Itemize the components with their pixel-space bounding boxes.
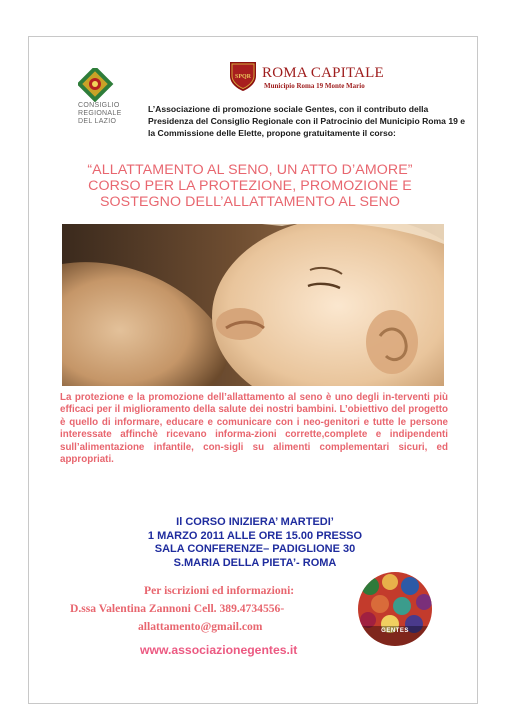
course-details <box>100 516 410 570</box>
roma-capitale-logo <box>228 60 384 90</box>
website-link[interactable]: www.associazionegentes.it <box>140 643 298 657</box>
roma-shield-icon <box>228 60 258 92</box>
roma-capitale-name: ROMA CAPITALE <box>262 65 384 81</box>
gentes-badge-image <box>358 572 432 646</box>
roma-capitale-sub: Municipio Roma 19 Monte Mario <box>264 82 365 90</box>
contact-block <box>70 582 370 636</box>
breastfeeding-photo <box>62 224 444 386</box>
consiglio-logo-text: CONSIGLIO REGIONALE DEL LAZIO <box>78 102 122 125</box>
course-line-4: S.MARIA DELLA PIETA’- ROMA <box>173 556 337 569</box>
roma-shield-text: SPQR <box>234 74 252 80</box>
course-line-3: SALA CONFERENZE– PADIGLIONE 30 <box>154 543 356 556</box>
title-line-3: SOSTEGNO DELL’ALLATTAMENTO AL SENO <box>99 194 401 210</box>
title-line-2: CORSO PER LA PROTEZIONE, PROMOZIONE E <box>88 178 412 194</box>
consiglio-regionale-logo <box>64 68 128 130</box>
course-line-1: Il CORSO INIZIERA’ MARTEDI’ <box>176 516 334 528</box>
course-line-2: 1 MARZO 2011 ALLE ORE 15.00 PRESSO <box>147 529 363 542</box>
gentes-badge-label: GENTES <box>381 628 409 634</box>
intro-paragraph: L’Associazione di promozione sociale Gentes, con il contributo della Presidenza del Consiglio Regionale con il Patrocinio del Municipio Roma 19 e la Commissione delle Elette, propone gratuitamente il corso: <box>148 104 466 138</box>
title-line-1: “ALLATTAMENTO AL SENO, UN ATTO D’AMORE” <box>87 162 413 178</box>
description-paragraph: La protezione e la promozione dell’allattamento al seno è uno degli in-terventi più efficaci per il miglioramento della salute dei nostri bambini. L’obiettivo del progetto è quello di informare, educare e comunicare con i neo-genitori e tutte le persone interessate affinchè ricevano informa-zioni corrette,complete e indipendenti sull’alimentazione infantile, con-sigli su alimenti complementari sicuri, ed appropriati. <box>60 392 448 466</box>
contact-heading: Per iscrizioni ed informazioni: <box>144 584 295 597</box>
contact-name-phone: D.ssa Valentina Zannoni Cell. 389.4734556- <box>70 602 285 615</box>
course-title <box>60 162 440 210</box>
gentes-badge <box>358 572 432 646</box>
breastfeeding-photo-image <box>62 224 444 386</box>
consiglio-emblem-icon <box>78 68 114 102</box>
contact-email[interactable]: allattamento@gmail.com <box>138 620 263 633</box>
